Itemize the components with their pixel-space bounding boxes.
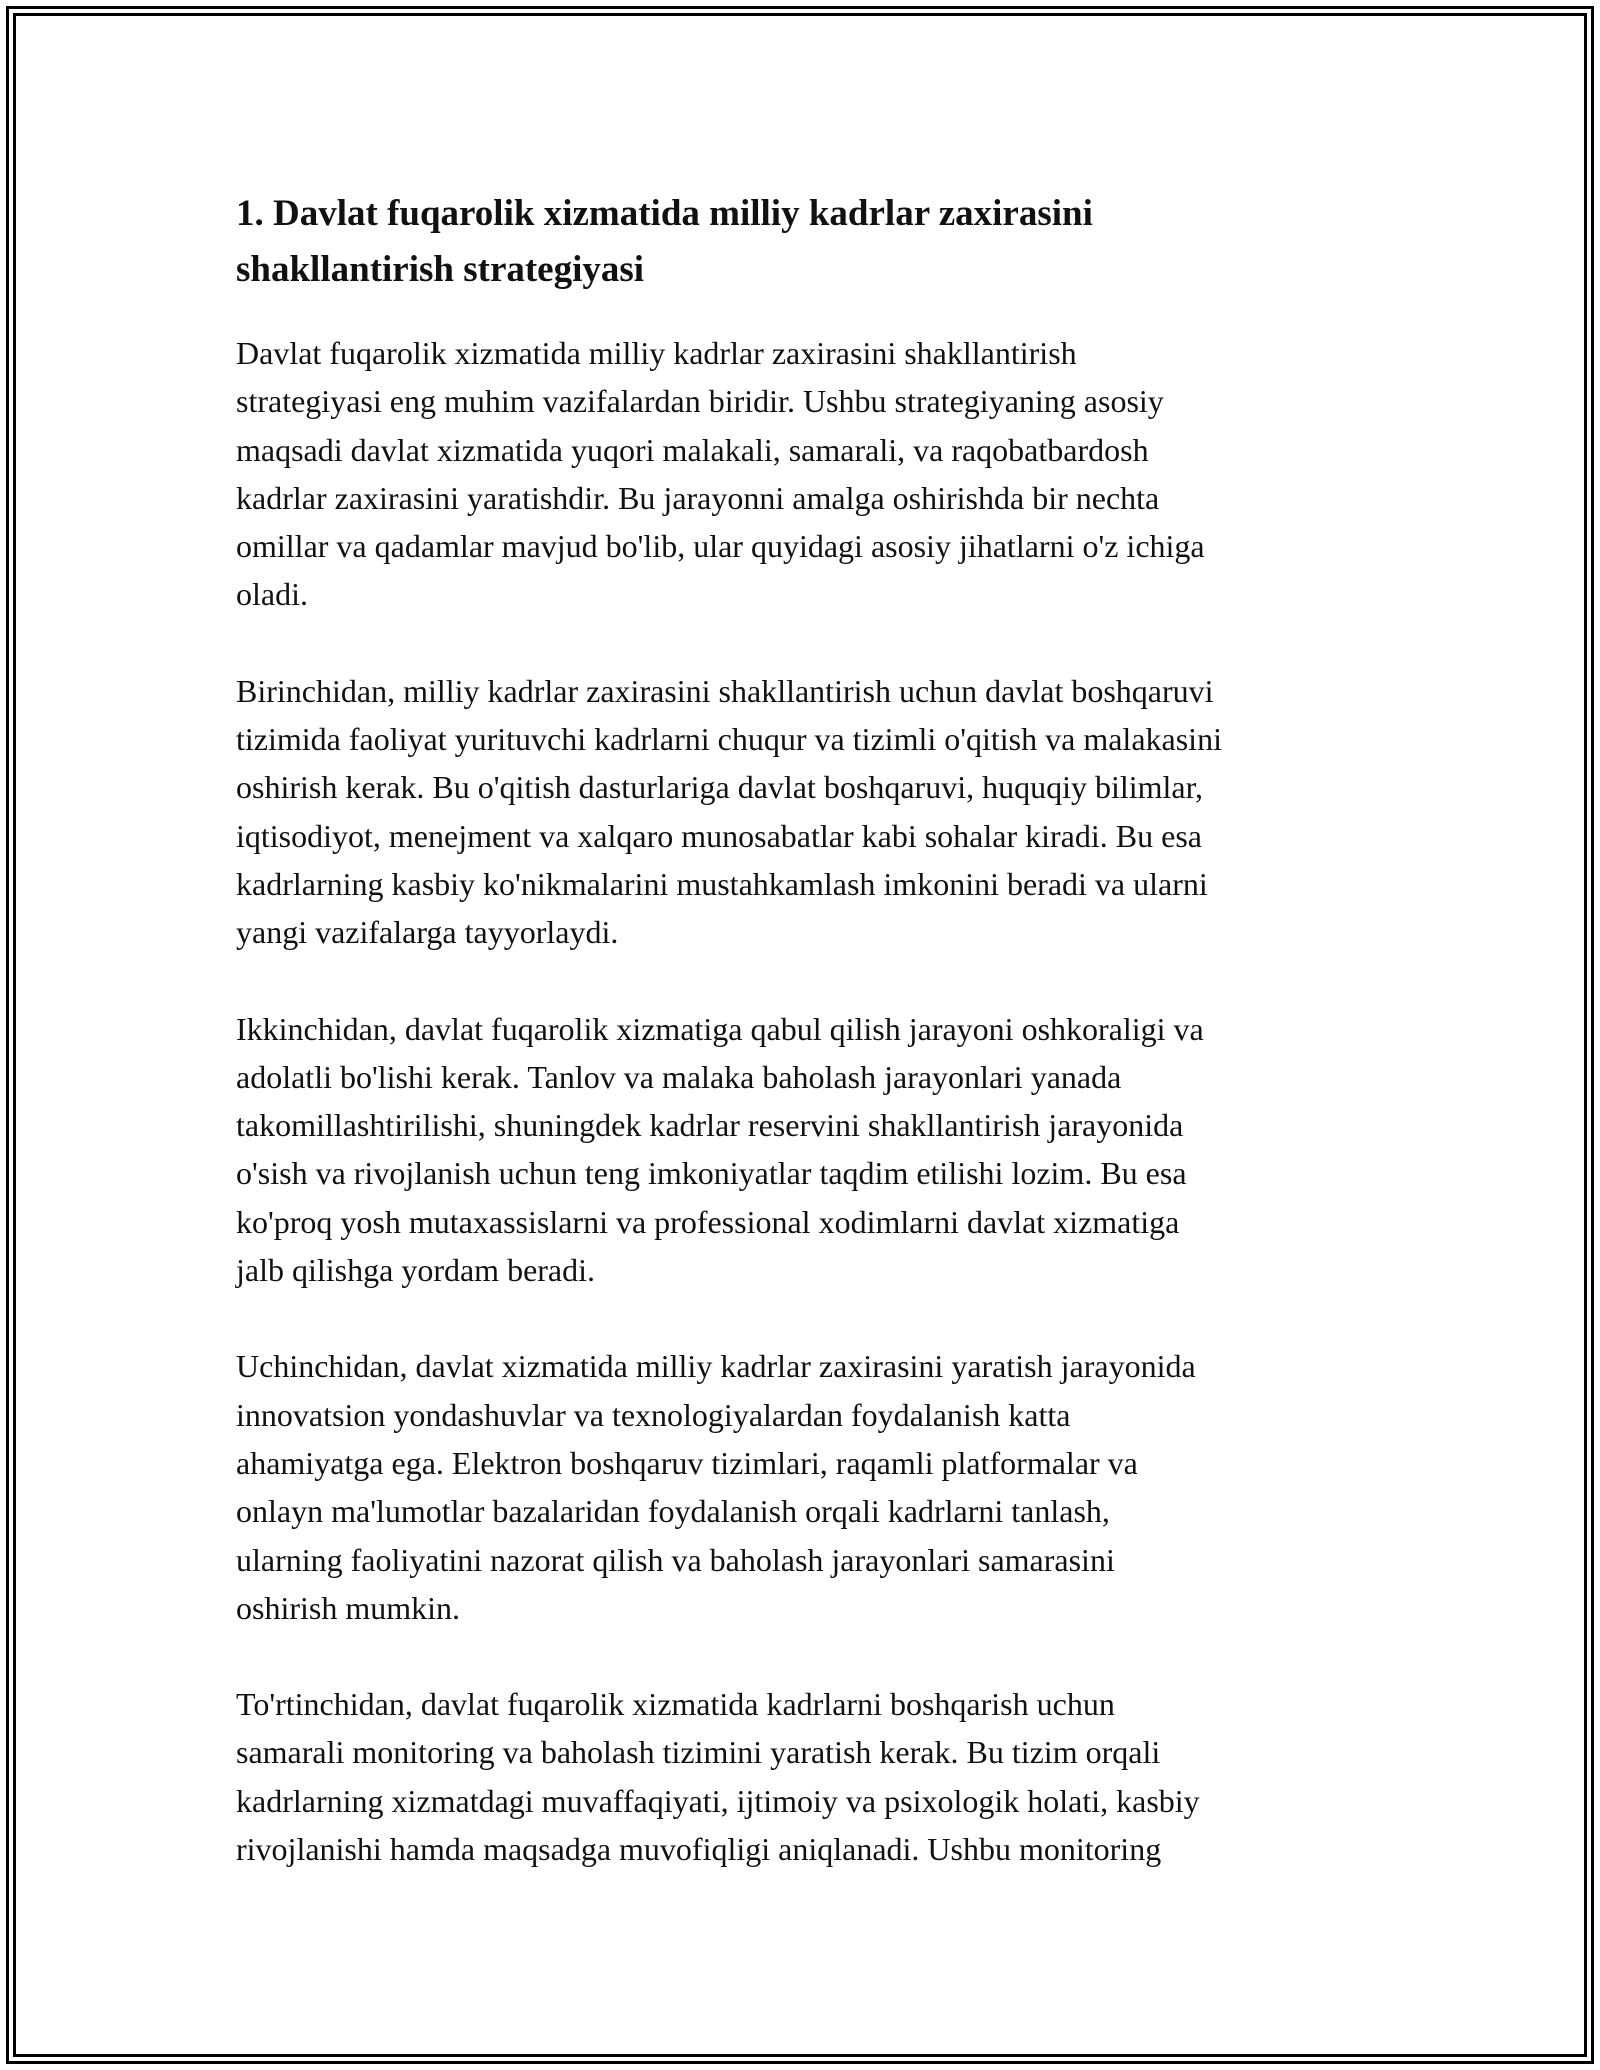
text-line: kadrlar zaxirasini yaratishdir. Bu jarayonni amalga oshirishda bir nechta: [236, 479, 1160, 516]
text-line: ularning faoliyatini nazorat qilish va baholash jarayonlari samarasini: [236, 1541, 1115, 1578]
text-line: Davlat fuqarolik xizmatida milliy kadrlar zaxirasini shakllantirish: [236, 335, 1077, 371]
paragraph-fourth: [236, 1680, 1386, 1873]
text-line: To'rtinchidan, davlat fuqarolik xizmatida kadrlarni boshqarish uchun: [236, 1686, 1115, 1723]
text-line: oshirish kerak. Bu o'qitish dasturlariga davlat boshqaruvi, huquqiy bilimlar,: [236, 769, 1203, 806]
text-line: oladi.: [236, 576, 308, 613]
text-line: innovatsion yondashuvlar va texnologiyalardan foydalanish katta: [236, 1396, 1071, 1433]
text-line: Ikkinchidan, davlat fuqarolik xizmatiga qabul qilish jarayoni oshkoraligi va: [236, 1010, 1204, 1047]
text-line: takomillashtirilishi, shuningdek kadrlar reservini shakllantirish jarayonida: [236, 1107, 1184, 1144]
text-line: yangi vazifalarga tayyorlaydi.: [236, 914, 619, 951]
text-line: kadrlarning kasbiy ko'nikmalarini mustahkamlash imkonini beradi va ularni: [236, 865, 1208, 902]
paragraph-second: [236, 1005, 1386, 1295]
paragraph-third: [236, 1342, 1386, 1632]
text-line: rivojlanishi hamda maqsadga muvofiqligi aniqlanadi. Ushbu monitoring: [236, 1831, 1162, 1868]
text-line: adolatli bo'lishi kerak. Tanlov va malaka baholash jarayonlari yanada: [236, 1058, 1122, 1095]
text-line: onlayn ma'lumotlar bazalaridan foydalanish orqali kadrlarni tanlash,: [236, 1493, 1110, 1530]
text-line: iqtisodiyot, menejment va xalqaro munosabatlar kabi sohalar kiradi. Bu esa: [236, 817, 1202, 854]
paragraph-intro: [236, 329, 1386, 619]
paragraph-first: [236, 667, 1386, 957]
text-line: maqsadi davlat xizmatida yuqori malakali, samarali, va raqobatbardosh: [236, 431, 1149, 468]
heading-line: 1. Davlat fuqarolik xizmatida milliy kadrlar zaxirasini: [236, 193, 1093, 234]
text-line: strategiyasi eng muhim vazifalardan biridir. Ushbu strategiyaning asosiy: [236, 383, 1164, 420]
text-line: samarali monitoring va baholash tizimini yaratish kerak. Bu tizim orqali: [236, 1734, 1161, 1771]
text-line: jalb qilishga yordam beradi.: [236, 1252, 596, 1289]
text-line: o'sish va rivojlanish uchun teng imkoniyatlar taqdim etilishi lozim. Bu esa: [236, 1155, 1187, 1192]
text-line: kadrlarning xizmatdagi muvaffaqiyati, ijtimoiy va psixologik holati, kasbiy: [236, 1782, 1200, 1819]
heading-line: shakllantirish strategiyasi: [236, 249, 645, 290]
text-line: oshirish mumkin.: [236, 1589, 461, 1626]
text-line: Birinchidan, milliy kadrlar zaxirasini shakllantirish uchun davlat boshqaruvi: [236, 672, 1214, 709]
text-line: ko'proq yosh mutaxassislarni va professional xodimlarni davlat xizmatiga: [236, 1203, 1180, 1240]
text-line: Uchinchidan, davlat xizmatida milliy kadrlar zaxirasini yaratish jarayonida: [236, 1348, 1196, 1385]
text-line: omillar va qadamlar mavjud bo'lib, ular quyidagi asosiy jihatlarni o'z ichiga: [236, 528, 1205, 565]
text-line: tizimida faoliyat yurituvchi kadrlarni chuqur va tizimli o'qitish va malakasini: [236, 721, 1222, 758]
document-body: [236, 186, 1386, 1921]
text-line: ahamiyatga ega. Elektron boshqaruv tizimlari, raqamli platformalar va: [236, 1444, 1138, 1481]
section-heading: [236, 186, 1386, 298]
